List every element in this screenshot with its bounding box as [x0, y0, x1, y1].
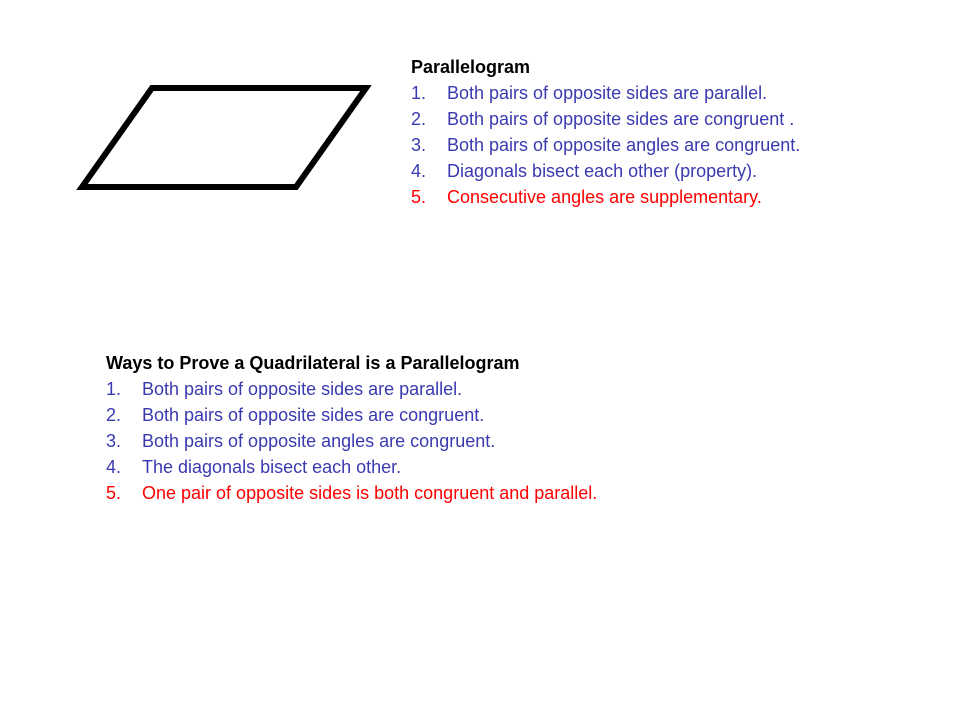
list-number: 1. [106, 379, 122, 399]
list-item [106, 376, 597, 402]
list-item-highlighted [411, 184, 800, 210]
list-item [411, 132, 800, 158]
list-text: Diagonals bisect each other (property). [447, 161, 758, 181]
list-number: 2. [106, 405, 122, 425]
list-number: 4. [106, 457, 122, 477]
list-text: Both pairs of opposite sides are parallel. [447, 83, 768, 103]
list-number: 3. [411, 135, 427, 155]
list-text: Both pairs of opposite angles are congruent. [447, 135, 801, 155]
list-number: 1. [411, 83, 427, 103]
list-text: One pair of opposite sides is both congruent and parallel. [142, 483, 598, 503]
parallelogram-outline [82, 88, 366, 187]
list-number: 4. [411, 161, 427, 181]
list-item [411, 158, 800, 184]
proof-methods [106, 350, 597, 506]
list-number: 5. [411, 187, 427, 207]
properties-list [411, 80, 800, 210]
list-item [106, 428, 597, 454]
list-item [106, 454, 597, 480]
list-text: Consecutive angles are supplementary. [447, 187, 762, 207]
list-item [411, 80, 800, 106]
list-number: 3. [106, 431, 122, 451]
list-text: Both pairs of opposite sides are congruent . [447, 109, 795, 129]
list-text: Both pairs of opposite sides are parallel. [142, 379, 463, 399]
list-item-highlighted [106, 480, 597, 506]
list-number: 5. [106, 483, 122, 503]
proofs-heading: Ways to Prove a Quadrilateral is a Parallelogram [106, 353, 520, 373]
properties-heading: Parallelogram [411, 57, 531, 77]
proofs-list [106, 376, 597, 506]
list-text: The diagonals bisect each other. [142, 457, 402, 477]
list-number: 2. [411, 109, 427, 129]
list-item [106, 402, 597, 428]
list-text: Both pairs of opposite sides are congruent. [142, 405, 485, 425]
parallelogram-properties [411, 54, 800, 210]
list-item [411, 106, 800, 132]
list-text: Both pairs of opposite angles are congruent. [142, 431, 496, 451]
